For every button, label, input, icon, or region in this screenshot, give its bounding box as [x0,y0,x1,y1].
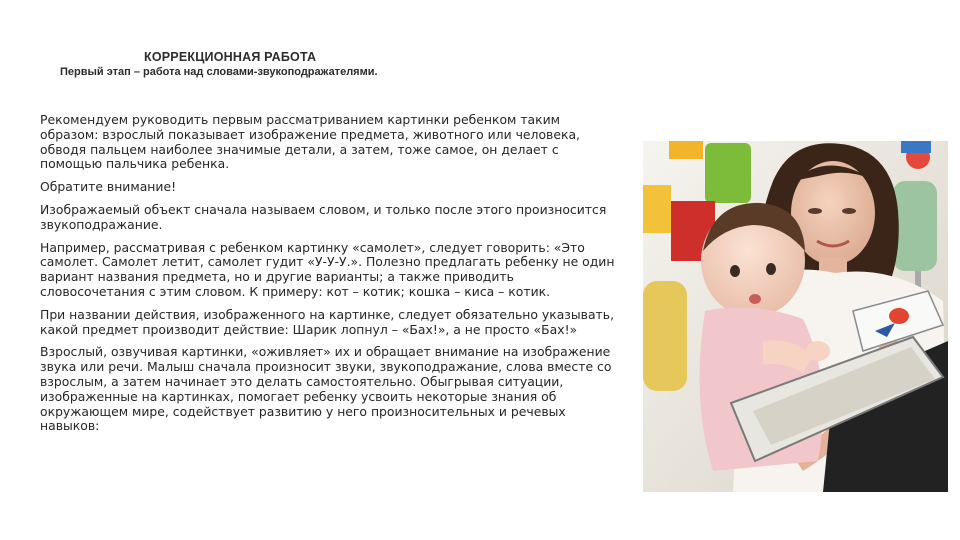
paragraph-conclusion: Взрослый, озвучивая картинки, «оживляет» их и обращает внимание на изображение звука или речи. Малыш сначала произносит звуки, звукоподражание, слова вместе со взрослым, а затем начинает это делать самостоятельно. Обыгрывая ситуации, изображенные на картинках, помогает ребенку усвоить некоторые знания об окружающем мире, содействует развитию у него произносительных и речевых навыков: [40,344,612,434]
paragraph-example: Например, рассматривая с ребенком картинку «самолет», следует говорить: «Это самолет. Самолет летит, самолет гудит «У-У-У.». Полезно предлагать ребенку не один вариант названия предмета, но и другие варианты; а также приводить словосочетания с этим словом. К примеру: кот – котик; кошка – киса – котик. [40,239,615,299]
slide-title: КОРРЕКЦИОННАЯ РАБОТА [144,50,317,64]
paragraph-attention: Обратите внимание! [40,179,177,195]
paragraph-intro: Рекомендуем руководить первым рассматриванием картинки ребенком таким образом: взрослый показывает изображение предмета, животного или человека, обводя пальцем наиболее значимые детали, а затем, тоже самое, он делает с помощью пальчика ребенка. [40,112,580,172]
paragraph-action: При названии действия, изображенного на картинке, следует обязательно указывать, какой предмет производит действие: Шарик лопнул – «Бах!», а не просто «Бах!» [40,306,615,337]
slide-subtitle: Первый этап – работа над словами-звукоподражателями. [60,66,378,78]
photo-illustration [643,141,948,492]
paragraph-naming: Изображаемый объект сначала называем словом, и только после этого произносится звукоподражание. [40,201,607,232]
body-text [40,113,620,442]
photo-mother-child-reading [643,141,948,492]
